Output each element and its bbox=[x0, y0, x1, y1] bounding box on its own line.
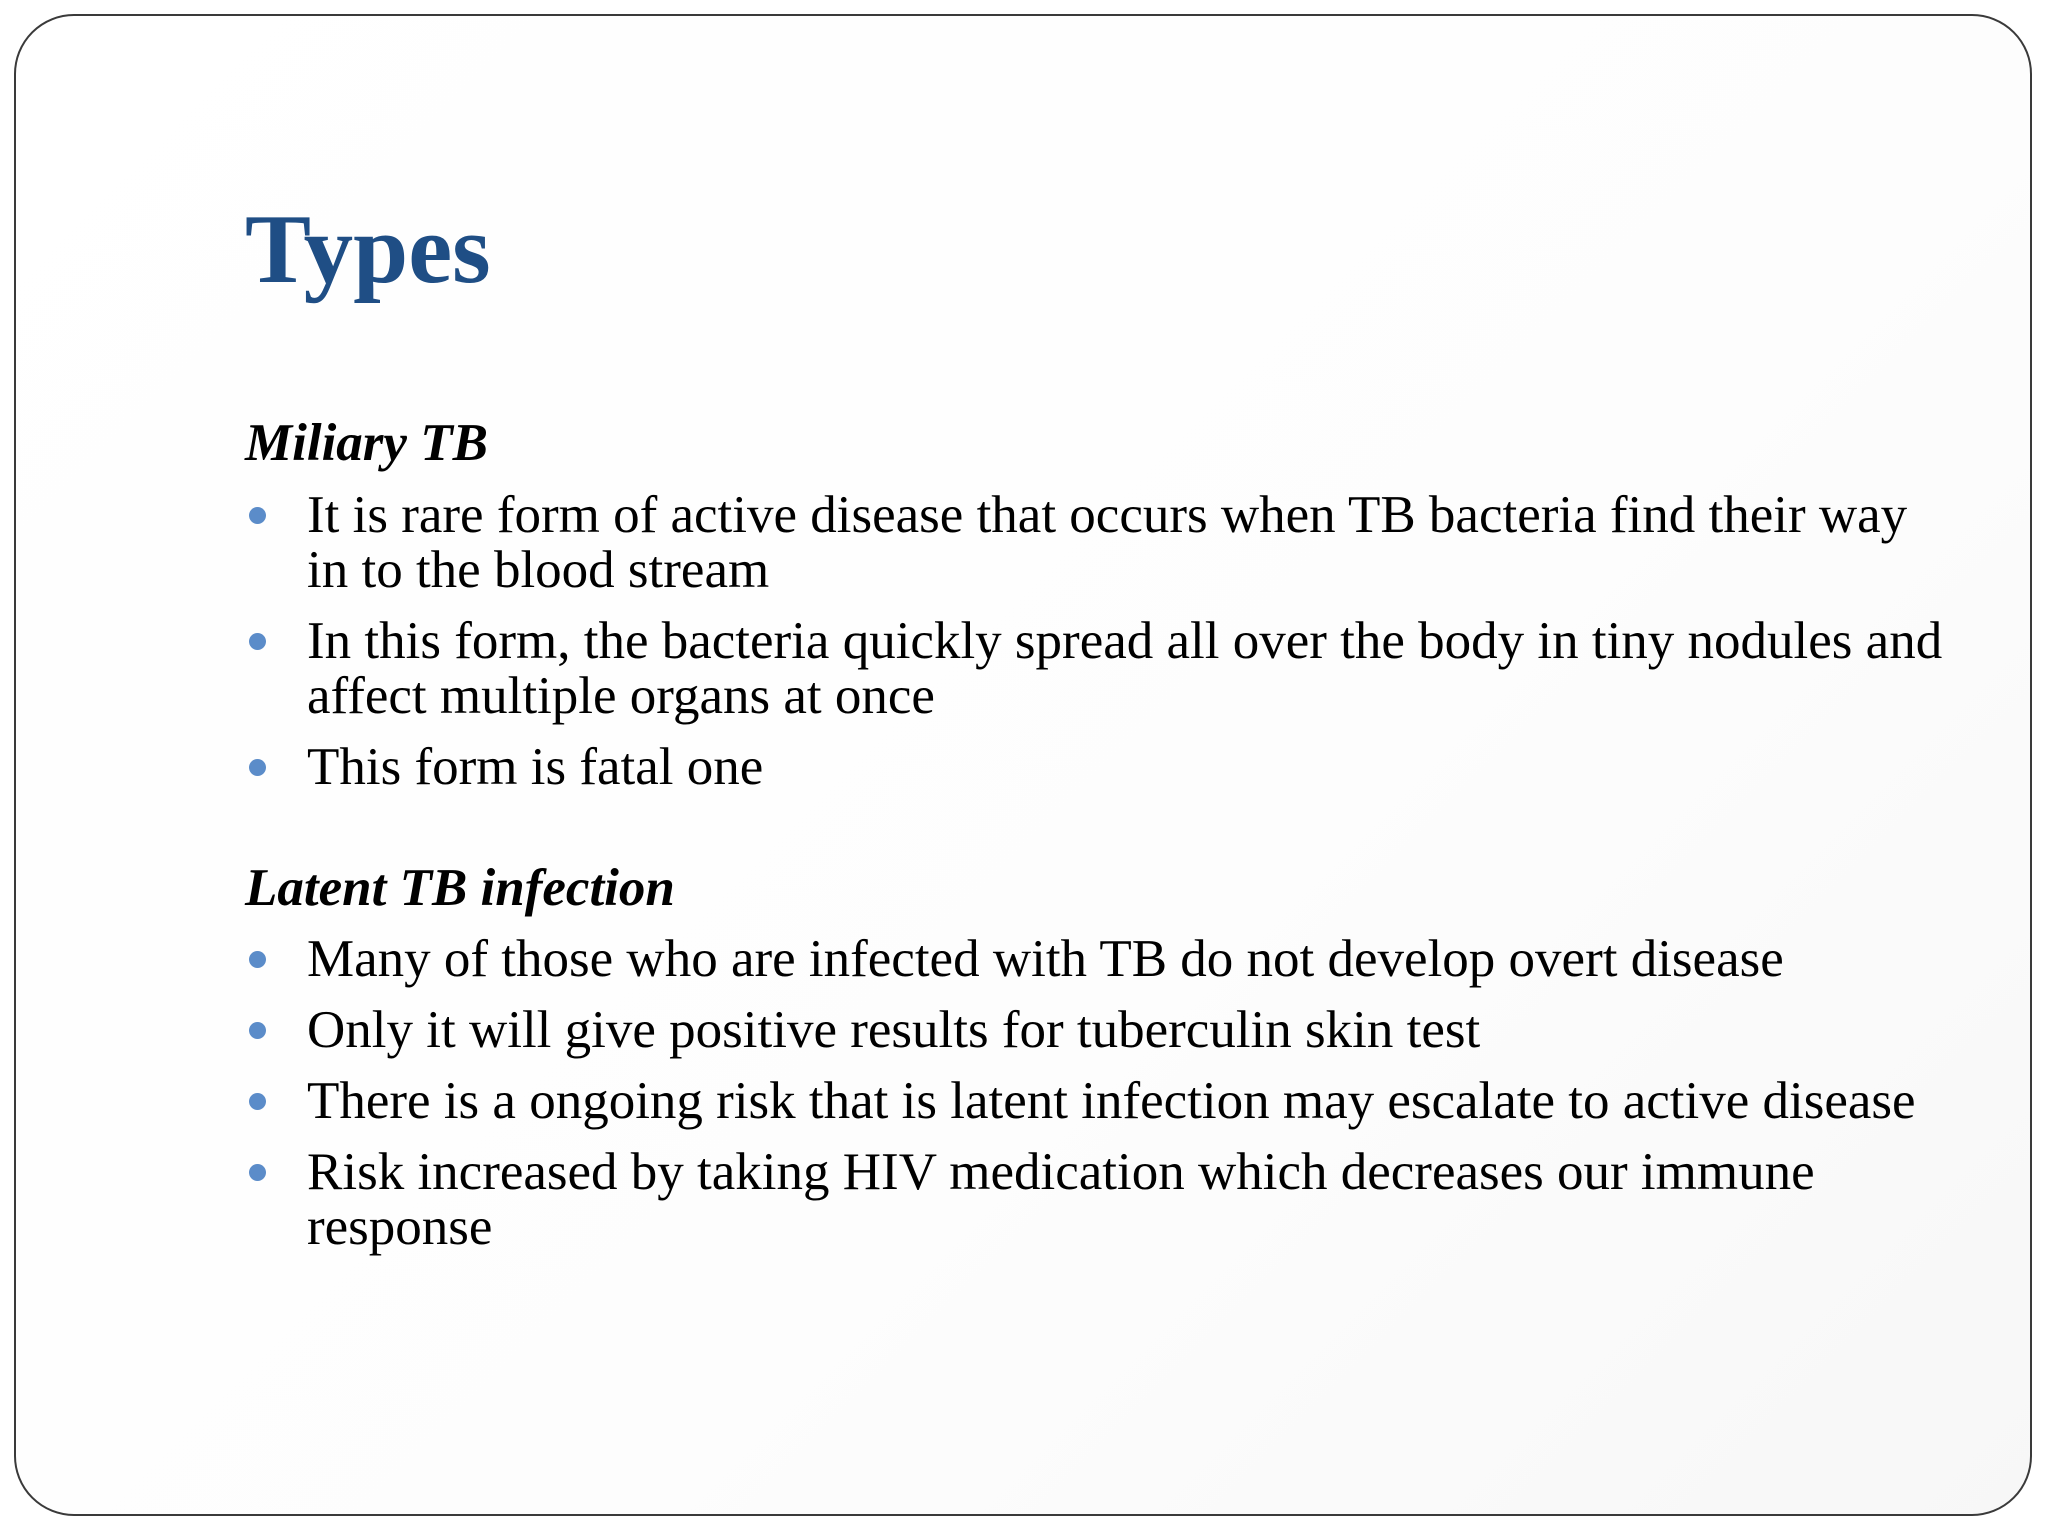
bullet-icon bbox=[249, 507, 266, 524]
section-miliary-tb bbox=[245, 416, 1945, 795]
list-item bbox=[245, 1003, 1945, 1058]
slide-title: Types bbox=[245, 195, 491, 304]
section-latent-tb bbox=[245, 858, 1945, 1257]
bullet-text: Risk increased by taking HIV medication which decreases our immune response bbox=[307, 1143, 1815, 1257]
section-heading: Latent TB infection bbox=[245, 858, 675, 917]
bullet-text: This form is fatal one bbox=[307, 737, 764, 796]
list-item bbox=[245, 932, 1945, 987]
bullet-icon bbox=[249, 951, 266, 968]
list-item bbox=[245, 1074, 1945, 1129]
bullet-text: In this form, the bacteria quickly spread all over the body in tiny nodules and affect multiple organs at once bbox=[307, 611, 1943, 725]
bullet-icon bbox=[249, 1022, 266, 1039]
bullet-list bbox=[245, 485, 1945, 796]
bullet-text: Only it will give positive results for tuberculin skin test bbox=[307, 1001, 1481, 1060]
list-item bbox=[245, 1145, 1945, 1255]
bullet-text: There is a ongoing risk that is latent infection may escalate to active disease bbox=[307, 1072, 1916, 1131]
bullet-icon bbox=[249, 633, 266, 650]
section-heading: Miliary TB bbox=[245, 414, 488, 472]
bullet-text: It is rare form of active disease that occurs when TB bacteria find their way in to the blood stream bbox=[307, 485, 1908, 599]
bullet-list bbox=[245, 932, 1945, 1255]
list-item bbox=[245, 611, 1945, 725]
slide-content bbox=[245, 416, 1945, 1271]
bullet-icon bbox=[249, 759, 266, 776]
list-item bbox=[245, 737, 1945, 796]
bullet-text: Many of those who are infected with TB do not develop overt disease bbox=[307, 930, 1784, 989]
slide bbox=[14, 14, 2032, 1516]
bullet-icon bbox=[249, 1164, 266, 1181]
list-item bbox=[245, 485, 1945, 599]
bullet-icon bbox=[249, 1093, 266, 1110]
